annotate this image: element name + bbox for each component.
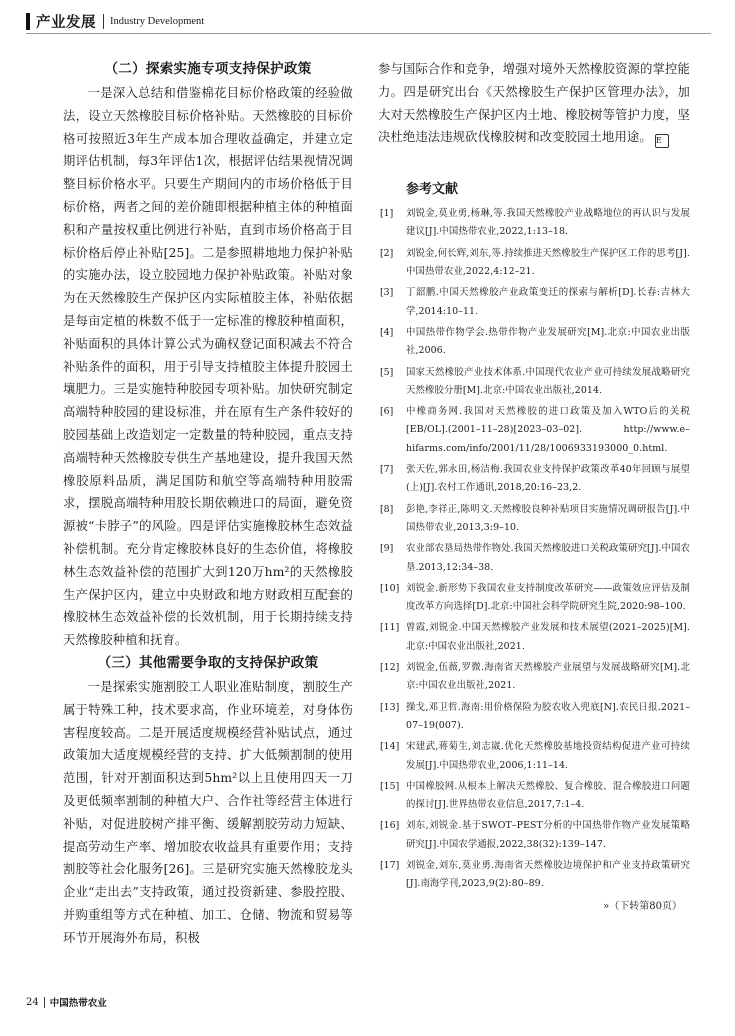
section-heading-3: （三）其他需要争取的支持保护政策 [97,654,319,671]
header-rule [26,33,711,34]
reference-number: [2] [380,247,394,259]
reference-number: [4] [380,326,394,338]
right-column [378,58,690,916]
reference-number: [6] [380,406,394,418]
header-section-cn: 产业发展 [36,14,96,31]
reference-number: [12] [380,662,400,674]
reference-number: [17] [380,859,400,871]
reference-item [378,857,690,894]
header-bar [26,13,30,30]
reference-number: [9] [380,543,394,555]
reference-item [378,738,690,775]
reference-text: 中国热带作物学会.热带作物产业发展研究[M].北京:中国农业出版社,2006. [406,326,690,357]
reference-text: 操戈,邓卫哲.海南:用价格保险为胶农收入兜底[N].农民日报.2021–07–19(007). [406,701,690,731]
reference-item [378,778,690,815]
reference-text: 刘锐金,莫业勇,杨琳,等.我国天然橡胶产业战略地位的再认识与发展建议[J].中国热带农业,2022,1:13–18. [406,208,690,238]
reference-item [378,580,690,617]
end-mark-icon: E [655,134,669,148]
reference-item [378,364,690,401]
reference-item [378,501,690,538]
reference-item [378,461,690,498]
reference-item [378,699,690,736]
paragraph-1 [63,82,353,652]
reference-number: [1] [380,208,394,220]
reference-number: [15] [380,780,400,792]
references-title: 参考文献 [406,182,459,198]
reference-text: 张天佐,郭永田,杨洁梅.我国农业支持保护政策改革40年回顾与展望(上)[J].农村工作通讯,2018,20:16–23,2. [406,464,690,494]
header-section-en: Industry Development [110,15,205,27]
reference-text: 宋建武,蒋菊生,刘志崴.优化天然橡胶基地投资结构促进产业可持续发展[J].中国热带农业,2006,1:11–14. [406,741,690,771]
reference-text: 刘锐金,刘东,莫业勇.海南省天然橡胶边境保护和产业支持政策研究[J].南海学刊,2023,9(2):80–89. [406,859,690,890]
continued-note: »（下转第80页） [603,900,682,912]
reference-number: [16] [380,820,400,832]
reference-item [378,324,690,361]
reference-text: 刘锐金,何长辉,刘东,等.持续推进天然橡胶生产保护区工作的思考[J].中国热带农业,2022,4:12–21. [406,247,690,278]
reference-item [378,205,690,242]
footer-separator [44,997,45,1008]
reference-text: 丁韶鹏.中国天然橡胶产业政策变迁的探索与解析[D].长春:吉林大学,2014:10–11. [406,287,690,317]
reference-item [378,619,690,656]
reference-text: 刘东,刘锐金.基于SWOT–PEST分析的中国热带作物产业发展策略研究[J].中国农学通报,2022,38(32):139–147. [406,820,690,850]
reference-item [378,403,690,458]
reference-number: [10] [380,582,400,594]
reference-text: 彭艳,李祥正,陈明文.天然橡胶良种补贴项目实施情况调研报告[J].中国热带农业,2013,3:9–10. [406,503,690,533]
paragraph-1-text: 一是深入总结和借鉴棉花目标价格政策的经验做法，设立天然橡胶目标价格补贴。天然橡胶的目标价格可按照近3年生产成本加合理收益确定，并建立定期评估机制，每3年评估1次，根据评估结果视情况调整目标价格水平。只要生产期间内的市场价格低于目标价格，两者之间的差价随即根据种植主体的种植面积和产量按权重比例进行补贴，直到市场价格高于目标价格后停止补贴[25]。二是参照耕地地力保护补贴的实施办法，设立胶园地力保护补贴政策。补贴对象为在天然橡胶生产保护区内实际植胶主体，补贴依据是每亩定植的株数不低于一定标准的橡胶种植面积，补贴面积的具体计算公式为确权登记面积减去不符合补贴条件的面积，用于引导支持植胶主体提升胶园土壤肥力。三是实施特种胶园专项补贴。加快研究制定高端特种胶园的建设标准，并在原有生产条件较好的胶园基础上改造划定一定数量的特种胶园，重点支持高端特种天然橡胶专供生产基地建设，提升我国天然橡胶原料品质，满足国防和航空等高端特种用胶需求，摆脱高端特种用胶长期依赖进口的局面，避免资源被“卡脖子”的风险。四是评估实施橡胶林生态效益补偿机制。充分肯定橡胶林良好的生态价值，将橡胶林生态效益补偿的范围扩大到120万hm²的天然橡胶生产保护区内，建立中央财政和地方财政相互配套的橡胶林生态效益补偿的长效机制，用于长期持续支持天然橡胶种植和抚育。 [63,86,353,648]
page-number: 24 [26,996,39,1008]
reference-item [378,540,690,577]
reference-text: 曾霞,刘锐金.中国天然橡胶产业发展和技术展望(2021–2025)[M].北京:中国农业出版社,2021. [406,622,690,652]
header-separator [103,14,104,29]
reference-number: [7] [380,464,394,476]
reference-number: [3] [380,287,394,299]
reference-number: [11] [380,622,400,634]
paragraph-2 [63,676,353,950]
reference-item [378,817,690,854]
reference-text: 刘锐金,伍薇,罗微.海南省天然橡胶产业展望与发展战略研究[M].北京:中国农业出版社,2021. [406,662,690,692]
reference-text: 中国橡胶网.从根本上解决天然橡胶、复合橡胶、混合橡胶进口问题的探讨[J].世界热带农业信息,2017,7:1–4. [406,780,690,811]
reference-item [378,245,690,282]
reference-number: [13] [380,701,400,713]
reference-text: 中橡商务网.我国对天然橡胶的进口政策及加入WTO后的关税[EB/OL].(2001–11–28)[2023–03–02]. http://www.e–hifarms.com/info/2001/11/28/1006933193000_0.html. [406,406,690,454]
paragraph-3-text: 参与国际合作和竞争，增强对境外天然橡胶资源的掌控能力。四是研究出台《天然橡胶生产保护区管理办法》，加大对天然橡胶生产保护区内土地、橡胶树等管护力度，坚决杜绝违法违规砍伐橡胶树和改变胶园土地用途。 [378,62,690,145]
reference-number: [8] [380,503,394,515]
journal-name: 中国热带农业 [49,998,107,1009]
reference-number: [14] [380,741,400,753]
references-list [378,205,690,893]
paragraph-2-text: 一是探索实施割胶工人职业准贴制度，割胶生产属于特殊工种，技术要求高，作业环境差，对身体伤害程度较高。二是开展适度规模经营补贴试点，通过政策加大适度规模经营的支持、扩大低频割制的使用范围，针对开割面积达到5hm²以上且使用四天一刀及更低频率割制的种植大户、合作社等经营主体进行补贴，对促进胶树产排平衡、缓解割胶劳动力短缺、提高劳动生产率、增加胶农收益具有重要作用；支持割胶等社会化服务[26]。三是研究实施天然橡胶龙头企业“走出去”支持政策，通过投资新建、参股控股、并购重组等方式在种植、加工、仓储、物流和贸易等环节开展海外布局，积极 [63,679,353,945]
reference-item [378,659,690,696]
section-heading-2: （二）探索实施专项支持保护政策 [104,61,312,77]
reference-text: 国家天然橡胶产业技术体系.中国现代农业产业可持续发展战略研究天然橡胶分册[M].北京:中国农业出版社,2014. [406,366,690,396]
reference-text: 农业部农垦局热带作物处.我国天然橡胶进口关税政策研究[J].中国农垦.2013,12:34–38. [406,543,690,573]
page-footer [26,995,107,1009]
reference-number: [5] [380,366,394,378]
reference-text: 刘锐金.新形势下我国农业支持制度改革研究——政策效应评估及制度改革方向选择[D].北京:中国社会科学院研究生院,2020:98–100. [406,582,690,613]
reference-item [378,284,690,321]
running-header [26,10,204,32]
left-column [63,58,353,949]
paragraph-3 [378,58,690,149]
